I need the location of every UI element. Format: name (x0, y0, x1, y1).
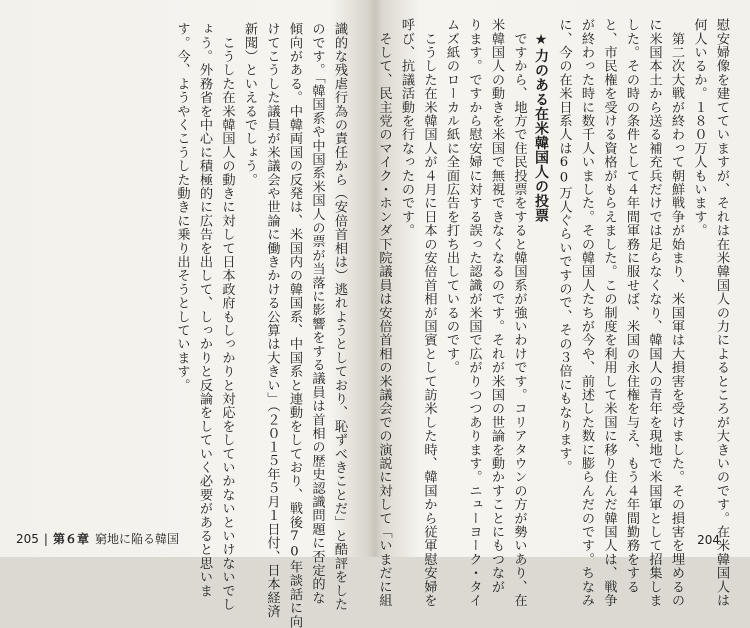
left-page-footer (16, 530, 179, 547)
body-line: に米国本土から送る補充兵だけでは足らなくなり、韓国人の青年を現地で米国軍として招集しま (646, 18, 662, 608)
left-page (0, 0, 370, 628)
body-line: のです。「韓国系や中国系米国人の票が当落に影響をする議員は首相の歴史認識問題に否定的な (309, 22, 325, 605)
body-line: した。その時の条件として４年間軍務に服せば、米国の永住権を与え、もう４年間勤務をする (624, 18, 639, 594)
body-line: が終わった時に数千人いました。その韓国人たちが今や、前述した数に膨らんだのです。ちなみ (579, 18, 594, 608)
body-line: 新聞）といえるでしょう。 (242, 22, 257, 187)
section-heading-text: 力のある在米韓国人の投票 (533, 48, 549, 223)
body-line: 米韓国人の動きを米国で無視できなくなるのです。それが米国の世論を動かすことにもつなが (489, 18, 504, 594)
body-line: ですから、地方で住民投票をすると韓国系が強いわけです。コリアタウンの方が勢いあり、在 (511, 18, 527, 608)
body-line: けてこうした議員が米議会や世論に働きかける公算は大きい」（２０１５年５月１日付、日本経済 (264, 22, 280, 619)
body-line: こうした在米韓国人が４月に日本の安倍首相が国賓として訪米した時、韓国から従軍慰安婦を (421, 18, 437, 608)
page-number-right: 204 (697, 533, 720, 547)
body-line: と、市民権を受ける資格がもらえました。この制度を利用して米国に移り住んだ韓国人は、戦争 (601, 18, 617, 608)
chapter-label: 第６章 (52, 532, 89, 546)
star-icon: ★ (533, 32, 549, 49)
body-line: 識的な残虐行為の責任から（安倍首相は）逃れようとしており、恥ずべきことだ」と酷評をした (332, 22, 347, 612)
body-line: ょう。外務省を中心に積極的に広告を出して、しっかりと反論をしていく必要があると思いま (197, 22, 212, 598)
body-line: に、今の在米日系人は60万人ぐらいですので、その３倍にもなります。 (556, 18, 572, 474)
footer-separator: | (43, 532, 48, 546)
body-line: そして、民主党のマイク・ホンダ下院議員は安倍首相の米議会での演説に対して「いまだに組 (376, 18, 392, 608)
body-line: 傾向がある。中韓両国の反発は、米国内の韓国系、中国系と連動をしており、戦後70年談話に向 (287, 22, 302, 628)
body-line: す。今、ようやくこうした動きに乗り出そうとしています。 (174, 22, 190, 392)
right-page (376, 0, 750, 608)
body-line: 第二次大戦が終わって朝鮮戦争が始まり、米国軍は大損害を受けました。その損害を埋めるの (669, 18, 684, 608)
body-line: 呼び、抗議活動を行なったのです。 (399, 18, 414, 238)
left-page-body (170, 22, 350, 628)
body-line: ムズ紙のローカル紙に全面広告を打ち出しているのです。 (444, 18, 459, 375)
page-number-left: 205 (16, 532, 39, 546)
body-line: 何人いるか。１８０万人もいます。 (691, 18, 707, 238)
chapter-title: 窮地に陥る韓国 (94, 532, 179, 546)
section-heading (530, 18, 553, 523)
body-line: ります。ですから慰安婦に対する誤った認識が米国で広がりつつあります。ニューヨーク・タイ (466, 18, 482, 608)
body-line: こうした在米韓国人の動きに対して日本政府もしっかりと対応をしていかないといけないでし (219, 22, 235, 612)
body-line: 慰安婦像を建てていますが、それは在米韓国人の力によるところが大きいのです。在米韓国人は (714, 18, 729, 608)
